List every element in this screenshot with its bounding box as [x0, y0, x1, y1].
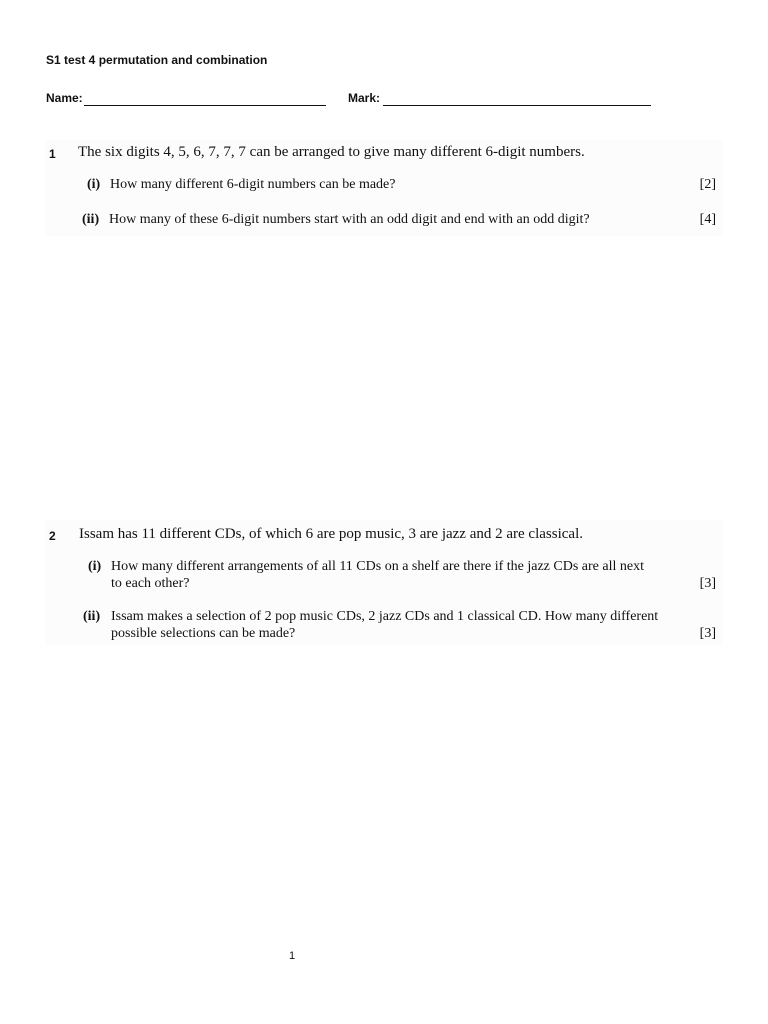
- mark-blank-line[interactable]: [383, 105, 651, 106]
- question-2-part-i-marks: [3]: [699, 576, 716, 591]
- question-2-part-ii-label: (ii): [83, 609, 101, 624]
- name-label: Name:: [46, 91, 83, 105]
- question-2-part-ii-text: Issam makes a selection of 2 pop music CDs, 2 jazz CDs and 1 classical CD. How many different: [111, 609, 659, 624]
- question-1-stem: The six digits 4, 5, 6, 7, 7, 7 can be arranged to give many different 6-digit numbers.: [78, 144, 585, 160]
- page-number: 1: [289, 950, 296, 962]
- question-2-part-i-text: How many different arrangements of all 11 CDs on a shelf are there if the jazz CDs are all next: [111, 559, 644, 574]
- question-2-part-ii-text-line-2: possible selections can be made?: [111, 626, 296, 641]
- question-1-part-ii-label: (ii): [82, 212, 100, 227]
- mark-label: Mark:: [348, 91, 381, 105]
- question-1-part-i-marks: [2]: [699, 177, 716, 192]
- question-2-stem: Issam has 11 different CDs, of which 6 are pop music, 3 are jazz and 2 are classical.: [79, 526, 583, 542]
- page-title: S1 test 4 permutation and combination: [46, 53, 268, 67]
- question-1-part-i-label: (i): [87, 177, 101, 192]
- question-1-number: 1: [49, 147, 56, 161]
- question-2-number: 2: [49, 529, 56, 543]
- question-1-part-ii-text: How many of these 6-digit numbers start with an odd digit and end with an odd digit?: [109, 212, 590, 227]
- question-1-part-i-text: How many different 6-digit numbers can be made?: [110, 177, 396, 192]
- name-blank-line[interactable]: [84, 105, 326, 106]
- question-2-part-ii-marks: [3]: [699, 626, 716, 641]
- question-1-part-ii-marks: [4]: [699, 212, 716, 227]
- question-2-part-i-text-line-2: to each other?: [111, 576, 190, 591]
- question-2-part-i-label: (i): [88, 559, 102, 574]
